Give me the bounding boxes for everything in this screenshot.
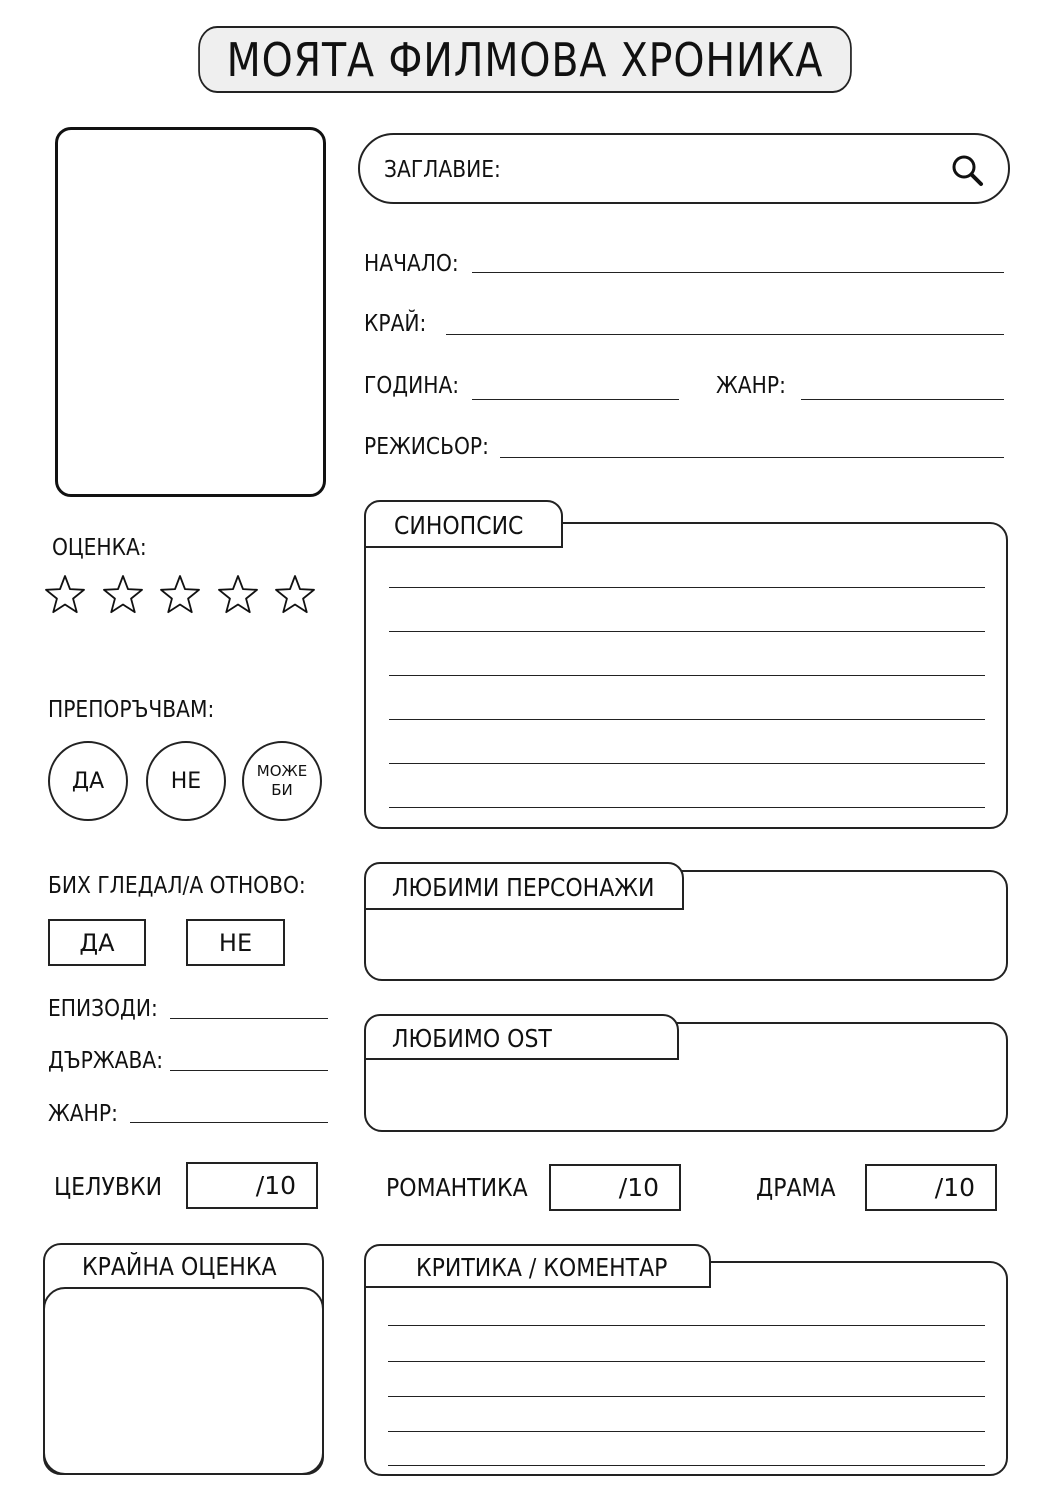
characters-tab	[364, 862, 684, 910]
star-icon[interactable]	[273, 573, 317, 617]
title-label: ЗАГЛАВИЕ:	[384, 157, 501, 183]
end-label: КРАЙ:	[364, 311, 427, 337]
critique-line[interactable]	[388, 1325, 985, 1326]
synopsis-line[interactable]	[389, 587, 985, 588]
left-genre-line[interactable]	[130, 1122, 328, 1123]
drama-suffix: /10	[934, 1173, 975, 1202]
critique-line[interactable]	[388, 1361, 985, 1362]
synopsis-line[interactable]	[389, 719, 985, 720]
final-rating-panel[interactable]	[43, 1287, 324, 1475]
romance-score-box[interactable]	[549, 1164, 681, 1211]
romance-suffix: /10	[618, 1173, 659, 1202]
drama-score-box[interactable]	[865, 1164, 997, 1211]
page-title	[198, 26, 852, 93]
star-icon[interactable]	[43, 573, 87, 617]
genre-line[interactable]	[801, 399, 1004, 400]
episodes-label: ЕПИЗОДИ:	[48, 996, 158, 1022]
rewatch-label: БИХ ГЛЕДАЛ/А ОТНОВО:	[48, 873, 306, 899]
synopsis-tab	[364, 500, 563, 548]
director-line[interactable]	[500, 457, 1004, 458]
recommend-label: ПРЕПОРЪЧВАМ:	[48, 697, 215, 723]
rating-label: ОЦЕНКА:	[52, 535, 147, 561]
left-genre-label: ЖАНР:	[48, 1101, 118, 1127]
poster-placeholder[interactable]	[55, 127, 326, 497]
critique-title: КРИТИКА / КОМЕНТАР	[416, 1253, 668, 1282]
ost-title: ЛЮБИМО OST	[392, 1024, 552, 1053]
recommend-yes-text: ДА	[71, 768, 105, 794]
critique-line[interactable]	[388, 1431, 985, 1432]
start-line[interactable]	[472, 272, 1004, 273]
country-label: ДЪРЖАВА:	[48, 1048, 164, 1074]
rewatch-no-text: НЕ	[218, 928, 253, 957]
synopsis-title: СИНОПСИС	[394, 511, 524, 540]
start-label: НАЧАЛО:	[364, 251, 459, 277]
country-line[interactable]	[170, 1070, 328, 1071]
year-label: ГОДИНА:	[364, 373, 460, 399]
recommend-maybe-button[interactable]	[242, 741, 322, 821]
critique-tab	[364, 1244, 711, 1288]
synopsis-line[interactable]	[389, 807, 985, 808]
drama-label: ДРАМА	[756, 1173, 836, 1202]
search-icon[interactable]	[950, 153, 986, 189]
recommend-no-text: НЕ	[170, 768, 202, 794]
director-label: РЕЖИСЬОР:	[364, 434, 489, 460]
recommend-yes-button[interactable]	[48, 741, 128, 821]
kisses-suffix: /10	[255, 1171, 296, 1200]
synopsis-line[interactable]	[389, 675, 985, 676]
rewatch-yes-text: ДА	[79, 928, 115, 957]
ost-tab	[364, 1014, 679, 1060]
critique-line[interactable]	[388, 1396, 985, 1397]
recommend-maybe-text-2: БИ	[271, 781, 293, 799]
page-title-text: МОЯТА ФИЛМОВА ХРОНИКА	[226, 32, 824, 87]
rewatch-yes-button[interactable]	[48, 919, 146, 966]
genre-label: ЖАНР:	[716, 373, 786, 399]
end-line[interactable]	[446, 334, 1004, 335]
star-icon[interactable]	[216, 573, 260, 617]
episodes-line[interactable]	[170, 1018, 328, 1019]
final-rating-title: КРАЙНА ОЦЕНКА	[82, 1252, 277, 1281]
synopsis-line[interactable]	[389, 763, 985, 764]
star-icon[interactable]	[158, 573, 202, 617]
synopsis-line[interactable]	[389, 631, 985, 632]
kisses-score-box[interactable]	[186, 1162, 318, 1209]
kisses-label: ЦЕЛУВКИ	[54, 1172, 163, 1201]
critique-line[interactable]	[388, 1465, 985, 1466]
rewatch-no-button[interactable]	[186, 919, 285, 966]
romance-label: РОМАНТИКА	[386, 1173, 528, 1202]
recommend-maybe-text-1: МОЖЕ	[256, 762, 308, 780]
recommend-no-button[interactable]	[146, 741, 226, 821]
critique-panel[interactable]	[364, 1261, 1008, 1476]
title-search-field[interactable]	[358, 133, 1010, 204]
characters-title: ЛЮБИМИ ПЕРСОНАЖИ	[392, 873, 655, 902]
year-line[interactable]	[472, 399, 679, 400]
star-icon[interactable]	[101, 573, 145, 617]
